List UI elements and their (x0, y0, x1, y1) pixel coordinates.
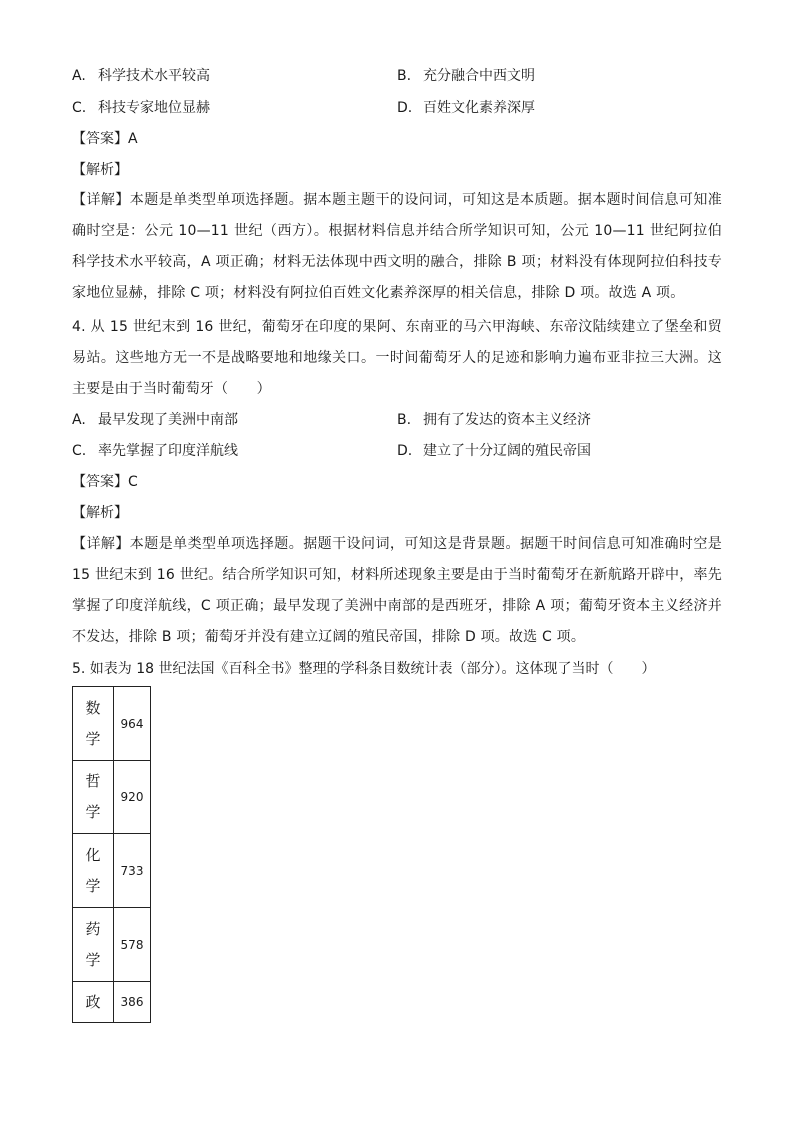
subject-char: 政 (85, 992, 101, 1011)
subject-char: 学 (85, 950, 101, 969)
q4-option-b[interactable] (397, 409, 591, 431)
option-text: 率先掌握了印度洋航线 (98, 443, 238, 459)
subject-char: 学 (85, 803, 101, 821)
q4-option-d[interactable] (397, 440, 591, 462)
option-letter: C. (72, 443, 87, 459)
q3-detail: 【详解】本题是单类型单项选择题。据本题主题干的设问词，可知这是本质题。据本题时间信息可知准确时空是：公元 10—11 世纪（西方）。根据材料信息并结合所学知识可知，公元 10—11 世纪阿拉伯科学技术水平较高，A 项正确；材料无法体现中西文明的融合，排除 B 项；材料没有体现阿拉伯科技专家地位显赫，排除 C 项；材料没有阿拉伯百姓文化素养深厚的相关信息，排除 D 项。故选 A 项。 (72, 192, 722, 301)
q4-answer: 【答案】C (72, 474, 138, 490)
option-text: 充分融合中西文明 (423, 68, 535, 84)
table-row (73, 687, 151, 761)
option-letter: A. (72, 68, 86, 84)
subject-cell (73, 834, 114, 908)
q4-analysis-label: 【解析】 (72, 505, 128, 521)
subject-cell (73, 908, 114, 982)
q4-option-c[interactable] (72, 440, 238, 462)
count-cell: 964 (114, 687, 151, 761)
subject-count-table (72, 686, 151, 1023)
subject-char: 哲 (85, 772, 101, 790)
subject-char: 学 (85, 729, 101, 748)
subject-char: 化 (85, 845, 101, 864)
count-cell: 920 (114, 761, 151, 834)
table-row (73, 982, 151, 1023)
table-row (73, 908, 151, 982)
q3-analysis-label: 【解析】 (72, 162, 128, 178)
q4-options-row-1 (72, 409, 732, 431)
count-cell: 578 (114, 908, 151, 982)
table-row (73, 761, 151, 834)
option-text: 拥有了发达的资本主义经济 (423, 412, 591, 428)
q3-option-c[interactable] (72, 97, 210, 119)
q3-option-a[interactable] (72, 65, 210, 87)
option-letter: D. (397, 443, 413, 459)
q3-answer: 【答案】A (72, 131, 138, 147)
subject-cell (73, 982, 114, 1023)
option-text: 建立了十分辽阔的殖民帝国 (423, 443, 591, 459)
count-cell: 733 (114, 834, 151, 908)
q3-option-b[interactable] (397, 65, 535, 87)
subject-cell (73, 761, 114, 834)
q4-detail: 【详解】本题是单类型单项选择题。据题干设问词，可知这是背景题。据题干时间信息可知准确时空是 15 世纪末到 16 世纪。结合所学知识可知，材料所述现象主要是由于当时葡萄牙在新航路开辟中，率先掌握了印度洋航线，C 项正确；最早发现了美洲中南部的是西班牙，排除 A 项；葡萄牙资本主义经济并不发达，排除 B 项；葡萄牙并没有建立辽阔的殖民帝国，排除 D 项。故选 C 项。 (72, 536, 722, 645)
option-letter: D. (397, 100, 413, 116)
q4-stem: 4. 从 15 世纪末到 16 世纪，葡萄牙在印度的果阿、东南亚的马六甲海峡、东帝汶陆续建立了堡垒和贸易站。这些地方无一不是战略要地和地缘关口。一时间葡萄牙人的足迹和影响力遍布亚非拉三大洲。这主要是由于当时葡萄牙（ ） (72, 319, 722, 397)
option-text: 科学技术水平较高 (98, 68, 210, 84)
count-cell: 386 (114, 982, 151, 1023)
q4-options-row-2 (72, 440, 732, 462)
option-text: 科技专家地位显赫 (98, 100, 210, 116)
option-text: 百姓文化素养深厚 (423, 100, 535, 116)
option-letter: C. (72, 100, 87, 116)
option-letter: B. (397, 68, 412, 84)
q3-options-row-2 (72, 97, 732, 119)
table-row (73, 834, 151, 908)
subject-cell (73, 687, 114, 761)
q4-option-a[interactable] (72, 409, 238, 431)
q3-options-row-1 (72, 65, 732, 87)
option-text: 最早发现了美洲中南部 (98, 412, 238, 428)
q3-option-d[interactable] (397, 97, 535, 119)
option-letter: A. (72, 412, 86, 428)
option-letter: B. (397, 412, 412, 428)
subject-char: 药 (85, 919, 101, 938)
subject-char: 数 (85, 698, 101, 717)
q5-stem: 5. 如表为 18 世纪法国《百科全书》整理的学科条目数统计表（部分）。这体现了当时（ ） (72, 661, 656, 677)
subject-char: 学 (85, 876, 101, 895)
